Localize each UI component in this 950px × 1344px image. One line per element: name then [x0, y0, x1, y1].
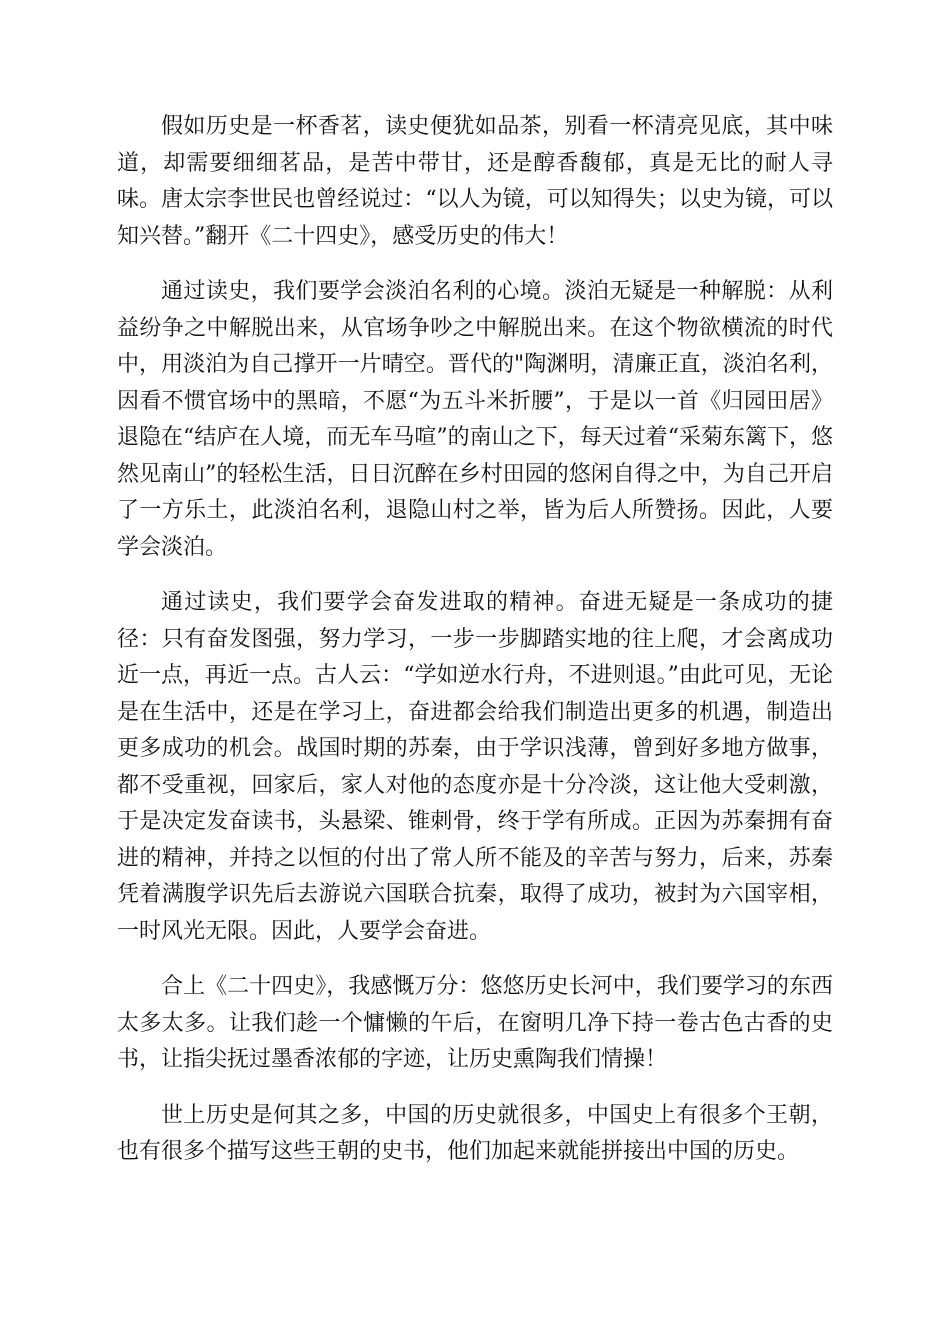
document-body	[117, 109, 833, 1190]
paragraph-4: 合上《二十四史》，我感慨万分：悠悠历史长河中，我们要学习的东西太多太多。让我们趁一个慵懒的午后，在窗明几净下持一卷古色古香的史书，让指尖抚过墨香浓郁的字迹，让历史熏陶我们情操！	[117, 974, 833, 1072]
paragraph-5: 世上历史是何其之多，中国的历史就很多，中国史上有很多个王朝，也有很多个描写这些王朝的史书，他们加起来就能拼接出中国的历史。	[117, 1102, 833, 1164]
paragraph-3: 通过读史，我们要学会奋发进取的精神。奋进无疑是一条成功的捷径：只有奋发图强，努力学习，一步一步脚踏实地的往上爬，才会离成功近一点，再近一点。古人云：“学如逆水行舟，不进则退。”由此可见，无论是在生活中，还是在学习上，奋进都会给我们制造出更多的机遇，制造出更多成功的机会。战国时期的苏秦，由于学识浅薄，曾到好多地方做事，都不受重视，回家后，家人对他的态度亦是十分冷淡，这让他大受刺激，于是决定发奋读书，头悬梁、锥刺骨，终于学有所成。正因为苏秦拥有奋进的精神，并持之以恒的付出了常人所不能及的辛苦与努力，后来，苏秦凭着满腹学识先后去游说六国联合抗秦，取得了成功，被封为六国宰相，一时风光无限。因此，人要学会奋进。	[117, 590, 833, 944]
paragraph-2: 通过读史，我们要学会淡泊名利的心境。淡泊无疑是一种解脱：从利益纷争之中解脱出来，从官场争吵之中解脱出来。在这个物欲横流的时代中，用淡泊为自己撑开一片晴空。晋代的"陶渊明，清廉正直，淡泊名利，因看不惯官场中的黑暗，不愿“为五斗米折腰”，于是以一首《归园田居》退隐在“结庐在人境，而无车马喧”的南山之下，每天过着“采菊东篱下，悠然见南山”的轻松生活，日日沉醉在乡村田园的悠闲自得之中，为自己开启了一方乐土，此淡泊名利，退隐山村之举，皆为后人所赞扬。因此，人要学会淡泊。	[117, 279, 833, 560]
paragraph-1: 假如历史是一杯香茗，读史便犹如品茶，别看一杯清亮见底，其中味道，却需要细细茗品，是苦中带甘，还是醇香馥郁，真是无比的耐人寻味。唐太宗李世民也曾经说过：“以人为镜，可以知得失；以史为镜，可以知兴替。”翻开《二十四史》，感受历史的伟大！	[117, 114, 833, 249]
